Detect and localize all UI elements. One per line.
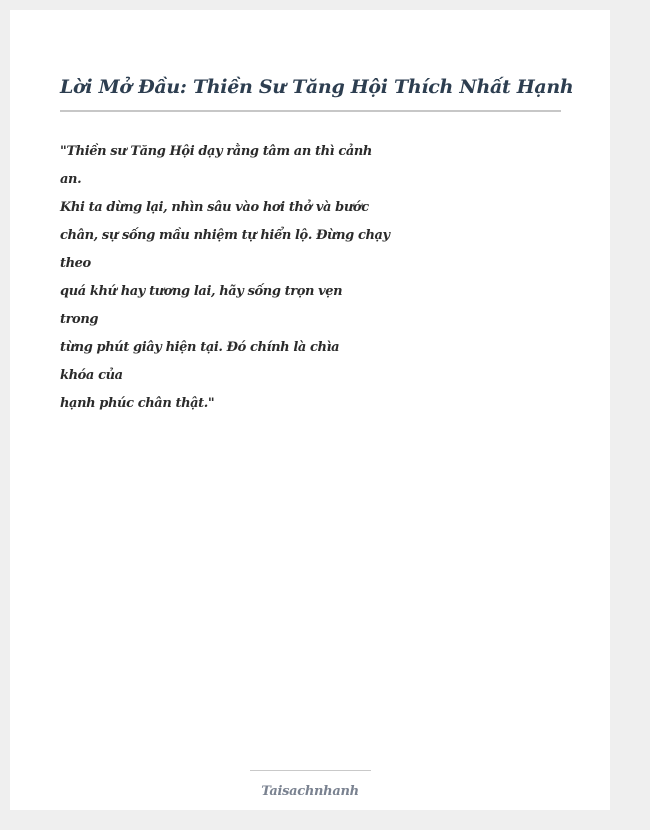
quote-line: quá khứ hay tương lai, hãy sống trọn vẹn bbox=[60, 284, 343, 299]
quote-line: trong bbox=[60, 312, 99, 327]
footer-divider bbox=[250, 770, 371, 771]
document-page bbox=[10, 10, 610, 810]
quote-line: an. bbox=[60, 172, 82, 187]
quote-line: Khi ta dừng lại, nhìn sâu vào hơi thở và bước bbox=[60, 200, 369, 215]
quote-line: hạnh phúc chân thật." bbox=[60, 396, 215, 411]
quote-line: từng phút giây hiện tại. Đó chính là chìa bbox=[60, 340, 340, 355]
title-divider bbox=[60, 110, 561, 112]
quote-line: theo bbox=[60, 256, 91, 271]
page-title: Lời Mở Đầu: Thiền Sư Tăng Hội Thích Nhất Hạnh bbox=[60, 76, 574, 98]
quote-line: khóa của bbox=[60, 368, 123, 383]
quote-line: chân, sự sống mầu nhiệm tự hiển lộ. Đừng chạy bbox=[60, 228, 390, 243]
quote-body bbox=[60, 138, 390, 418]
quote-line: "Thiền sư Tăng Hội dạy rằng tâm an thì cảnh bbox=[60, 144, 372, 159]
footer-brand: Taisachnhanh bbox=[261, 784, 359, 799]
